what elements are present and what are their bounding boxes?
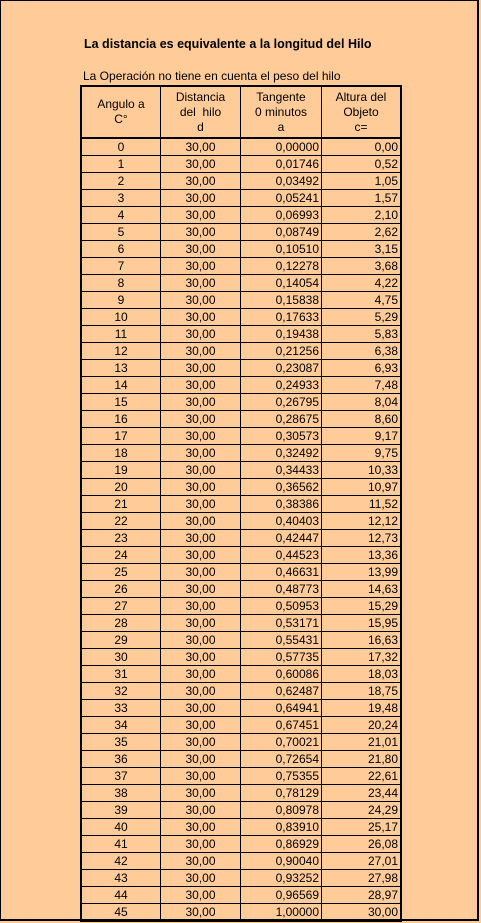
cell-tangente: 0,15838 bbox=[241, 292, 322, 309]
cell-distancia: 30,00 bbox=[161, 615, 241, 632]
table-row bbox=[81, 224, 401, 241]
cell-tangente: 0,72654 bbox=[241, 751, 322, 768]
cell-altura: 1,05 bbox=[322, 173, 402, 190]
cell-altura: 22,61 bbox=[322, 768, 402, 785]
cell-distancia: 30,00 bbox=[161, 751, 241, 768]
cell-distancia: 30,00 bbox=[161, 904, 241, 922]
header-tangente-line2: 0 minutos bbox=[254, 104, 308, 119]
cell-altura: 4,22 bbox=[322, 275, 402, 292]
cell-distancia: 30,00 bbox=[161, 428, 241, 445]
cell-tangente: 0,14054 bbox=[241, 275, 322, 292]
table-row bbox=[81, 394, 401, 411]
cell-distancia: 30,00 bbox=[161, 360, 241, 377]
cell-tangente: 0,75355 bbox=[241, 768, 322, 785]
cell-distancia: 30,00 bbox=[161, 326, 241, 343]
cell-distancia: 30,00 bbox=[161, 292, 241, 309]
cell-distancia: 30,00 bbox=[161, 479, 241, 496]
table-row bbox=[81, 275, 401, 292]
table-body bbox=[81, 138, 401, 921]
cell-altura: 16,63 bbox=[322, 632, 402, 649]
table-row bbox=[81, 615, 401, 632]
cell-distancia: 30,00 bbox=[161, 207, 241, 224]
cell-angulo: 27 bbox=[81, 598, 161, 615]
table-row bbox=[81, 717, 401, 734]
cell-tangente: 0,83910 bbox=[241, 819, 322, 836]
cell-angulo: 13 bbox=[81, 360, 161, 377]
cell-angulo: 0 bbox=[81, 138, 161, 156]
table-row bbox=[81, 734, 401, 751]
cell-angulo: 43 bbox=[81, 870, 161, 887]
header-tangente bbox=[241, 86, 322, 138]
cell-angulo: 12 bbox=[81, 343, 161, 360]
cell-angulo: 10 bbox=[81, 309, 161, 326]
table-row bbox=[81, 156, 401, 173]
table-row bbox=[81, 377, 401, 394]
cell-tangente: 0,60086 bbox=[241, 666, 322, 683]
cell-altura: 24,29 bbox=[322, 802, 402, 819]
cell-altura: 3,15 bbox=[322, 241, 402, 258]
header-tangente-line1: Tangente bbox=[256, 89, 306, 104]
table-row bbox=[81, 683, 401, 700]
cell-altura: 28,97 bbox=[322, 887, 402, 904]
cell-altura: 27,98 bbox=[322, 870, 402, 887]
cell-distancia: 30,00 bbox=[161, 445, 241, 462]
cell-angulo: 44 bbox=[81, 887, 161, 904]
cell-angulo: 42 bbox=[81, 853, 161, 870]
cell-distancia: 30,00 bbox=[161, 785, 241, 802]
table-row bbox=[81, 462, 401, 479]
header-distancia bbox=[161, 86, 241, 138]
cell-distancia: 30,00 bbox=[161, 224, 241, 241]
cell-distancia: 30,00 bbox=[161, 394, 241, 411]
cell-distancia: 30,00 bbox=[161, 802, 241, 819]
cell-distancia: 30,00 bbox=[161, 156, 241, 173]
cell-angulo: 16 bbox=[81, 411, 161, 428]
header-row bbox=[81, 86, 401, 138]
cell-tangente: 0,24933 bbox=[241, 377, 322, 394]
cell-altura: 21,80 bbox=[322, 751, 402, 768]
table-row bbox=[81, 207, 401, 224]
cell-angulo: 24 bbox=[81, 547, 161, 564]
cell-altura: 0,52 bbox=[322, 156, 402, 173]
table-row bbox=[81, 547, 401, 564]
table-row bbox=[81, 292, 401, 309]
cell-tangente: 0,12278 bbox=[241, 258, 322, 275]
cell-tangente: 0,34433 bbox=[241, 462, 322, 479]
header-angulo bbox=[81, 86, 161, 138]
cell-distancia: 30,00 bbox=[161, 309, 241, 326]
cell-angulo: 32 bbox=[81, 683, 161, 700]
cell-altura: 0,00 bbox=[322, 138, 402, 156]
cell-altura: 13,36 bbox=[322, 547, 402, 564]
cell-altura: 18,75 bbox=[322, 683, 402, 700]
cell-altura: 11,52 bbox=[322, 496, 402, 513]
cell-altura: 9,17 bbox=[322, 428, 402, 445]
cell-angulo: 11 bbox=[81, 326, 161, 343]
header-altura-line1: Altura del bbox=[335, 89, 387, 104]
header-altura bbox=[322, 86, 402, 138]
table-row bbox=[81, 173, 401, 190]
cell-tangente: 0,80978 bbox=[241, 802, 322, 819]
cell-angulo: 21 bbox=[81, 496, 161, 513]
cell-distancia: 30,00 bbox=[161, 717, 241, 734]
table-row bbox=[81, 581, 401, 598]
cell-distancia: 30,00 bbox=[161, 241, 241, 258]
table-row bbox=[81, 513, 401, 530]
cell-angulo: 28 bbox=[81, 615, 161, 632]
table-row bbox=[81, 445, 401, 462]
cell-altura: 3,68 bbox=[322, 258, 402, 275]
cell-tangente: 0,19438 bbox=[241, 326, 322, 343]
cell-altura: 21,01 bbox=[322, 734, 402, 751]
header-distancia-line1: Distancia bbox=[175, 89, 226, 104]
cell-distancia: 30,00 bbox=[161, 462, 241, 479]
table-row bbox=[81, 751, 401, 768]
cell-tangente: 0,40403 bbox=[241, 513, 322, 530]
cell-altura: 9,75 bbox=[322, 445, 402, 462]
cell-tangente: 0,38386 bbox=[241, 496, 322, 513]
cell-distancia: 30,00 bbox=[161, 734, 241, 751]
cell-tangente: 0,05241 bbox=[241, 190, 322, 207]
cell-distancia: 30,00 bbox=[161, 683, 241, 700]
table-row bbox=[81, 598, 401, 615]
cell-tangente: 0,44523 bbox=[241, 547, 322, 564]
table-row bbox=[81, 411, 401, 428]
cell-tangente: 0,30573 bbox=[241, 428, 322, 445]
cell-altura: 10,97 bbox=[322, 479, 402, 496]
cell-angulo: 7 bbox=[81, 258, 161, 275]
table-row bbox=[81, 530, 401, 547]
cell-tangente: 0,78129 bbox=[241, 785, 322, 802]
table-row bbox=[81, 768, 401, 785]
cell-tangente: 0,53171 bbox=[241, 615, 322, 632]
cell-altura: 12,12 bbox=[322, 513, 402, 530]
cell-tangente: 0,03492 bbox=[241, 173, 322, 190]
cell-tangente: 0,50953 bbox=[241, 598, 322, 615]
cell-distancia: 30,00 bbox=[161, 513, 241, 530]
cell-distancia: 30,00 bbox=[161, 581, 241, 598]
cell-angulo: 9 bbox=[81, 292, 161, 309]
table-row bbox=[81, 564, 401, 581]
cell-distancia: 30,00 bbox=[161, 530, 241, 547]
cell-tangente: 0,86929 bbox=[241, 836, 322, 853]
cell-altura: 19,48 bbox=[322, 700, 402, 717]
cell-altura: 2,62 bbox=[322, 224, 402, 241]
cell-tangente: 0,90040 bbox=[241, 853, 322, 870]
cell-angulo: 38 bbox=[81, 785, 161, 802]
cell-distancia: 30,00 bbox=[161, 173, 241, 190]
table-row bbox=[81, 785, 401, 802]
cell-altura: 7,48 bbox=[322, 377, 402, 394]
cell-distancia: 30,00 bbox=[161, 649, 241, 666]
table-row bbox=[81, 428, 401, 445]
cell-angulo: 14 bbox=[81, 377, 161, 394]
cell-distancia: 30,00 bbox=[161, 700, 241, 717]
cell-altura: 18,03 bbox=[322, 666, 402, 683]
header-angulo-line1: Angulo a bbox=[97, 97, 145, 111]
cell-tangente: 0,55431 bbox=[241, 632, 322, 649]
cell-tangente: 0,62487 bbox=[241, 683, 322, 700]
cell-angulo: 15 bbox=[81, 394, 161, 411]
cell-angulo: 40 bbox=[81, 819, 161, 836]
cell-angulo: 26 bbox=[81, 581, 161, 598]
cell-altura: 6,38 bbox=[322, 343, 402, 360]
header-distancia-line2: del hilo bbox=[179, 104, 222, 119]
cell-tangente: 0,21256 bbox=[241, 343, 322, 360]
cell-angulo: 39 bbox=[81, 802, 161, 819]
cell-angulo: 45 bbox=[81, 904, 161, 922]
cell-tangente: 0,23087 bbox=[241, 360, 322, 377]
cell-distancia: 30,00 bbox=[161, 836, 241, 853]
cell-distancia: 30,00 bbox=[161, 768, 241, 785]
cell-altura: 1,57 bbox=[322, 190, 402, 207]
cell-distancia: 30,00 bbox=[161, 377, 241, 394]
table-row bbox=[81, 479, 401, 496]
cell-angulo: 18 bbox=[81, 445, 161, 462]
cell-distancia: 30,00 bbox=[161, 547, 241, 564]
table-row bbox=[81, 904, 401, 922]
header-angulo-line2: C° bbox=[114, 112, 128, 126]
cell-distancia: 30,00 bbox=[161, 190, 241, 207]
cell-tangente: 1,00000 bbox=[241, 904, 322, 922]
cell-altura: 13,99 bbox=[322, 564, 402, 581]
cell-angulo: 3 bbox=[81, 190, 161, 207]
table-row bbox=[81, 802, 401, 819]
cell-tangente: 0,28675 bbox=[241, 411, 322, 428]
table-row bbox=[81, 632, 401, 649]
cell-distancia: 30,00 bbox=[161, 343, 241, 360]
page-title: La distancia es equivalente a la longitud del Hilo bbox=[84, 37, 372, 51]
cell-angulo: 36 bbox=[81, 751, 161, 768]
angle-table bbox=[80, 85, 402, 922]
cell-distancia: 30,00 bbox=[161, 258, 241, 275]
cell-altura: 20,24 bbox=[322, 717, 402, 734]
cell-angulo: 29 bbox=[81, 632, 161, 649]
cell-distancia: 30,00 bbox=[161, 275, 241, 292]
cell-tangente: 0,93252 bbox=[241, 870, 322, 887]
cell-angulo: 4 bbox=[81, 207, 161, 224]
cell-angulo: 20 bbox=[81, 479, 161, 496]
cell-distancia: 30,00 bbox=[161, 411, 241, 428]
cell-altura: 23,44 bbox=[322, 785, 402, 802]
cell-distancia: 30,00 bbox=[161, 138, 241, 156]
header-altura-line3: c= bbox=[354, 119, 368, 134]
header-altura-line2: Objeto bbox=[343, 104, 379, 119]
table-row bbox=[81, 138, 401, 156]
table-row bbox=[81, 360, 401, 377]
table-row bbox=[81, 343, 401, 360]
cell-angulo: 6 bbox=[81, 241, 161, 258]
cell-altura: 8,04 bbox=[322, 394, 402, 411]
cell-distancia: 30,00 bbox=[161, 666, 241, 683]
cell-altura: 27,01 bbox=[322, 853, 402, 870]
cell-tangente: 0,10510 bbox=[241, 241, 322, 258]
cell-altura: 4,75 bbox=[322, 292, 402, 309]
cell-angulo: 8 bbox=[81, 275, 161, 292]
cell-distancia: 30,00 bbox=[161, 819, 241, 836]
cell-angulo: 33 bbox=[81, 700, 161, 717]
header-tangente-line3: a bbox=[277, 119, 285, 134]
cell-angulo: 5 bbox=[81, 224, 161, 241]
cell-altura: 5,83 bbox=[322, 326, 402, 343]
cell-angulo: 23 bbox=[81, 530, 161, 547]
table-row bbox=[81, 819, 401, 836]
cell-tangente: 0,36562 bbox=[241, 479, 322, 496]
cell-tangente: 0,26795 bbox=[241, 394, 322, 411]
cell-altura: 6,93 bbox=[322, 360, 402, 377]
cell-tangente: 0,48773 bbox=[241, 581, 322, 598]
table-row bbox=[81, 258, 401, 275]
cell-tangente: 0,46631 bbox=[241, 564, 322, 581]
cell-altura: 26,08 bbox=[322, 836, 402, 853]
header-distancia-line3: d bbox=[197, 119, 204, 134]
table-row bbox=[81, 870, 401, 887]
cell-altura: 15,29 bbox=[322, 598, 402, 615]
table-row bbox=[81, 853, 401, 870]
cell-altura: 8,60 bbox=[322, 411, 402, 428]
cell-angulo: 34 bbox=[81, 717, 161, 734]
cell-angulo: 31 bbox=[81, 666, 161, 683]
cell-tangente: 0,32492 bbox=[241, 445, 322, 462]
cell-tangente: 0,57735 bbox=[241, 649, 322, 666]
cell-tangente: 0,08749 bbox=[241, 224, 322, 241]
cell-altura: 5,29 bbox=[322, 309, 402, 326]
cell-distancia: 30,00 bbox=[161, 496, 241, 513]
table-row bbox=[81, 700, 401, 717]
cell-angulo: 25 bbox=[81, 564, 161, 581]
cell-tangente: 0,70021 bbox=[241, 734, 322, 751]
cell-tangente: 0,96569 bbox=[241, 887, 322, 904]
cell-distancia: 30,00 bbox=[161, 853, 241, 870]
cell-altura: 30,00 bbox=[322, 904, 402, 922]
cell-distancia: 30,00 bbox=[161, 887, 241, 904]
cell-angulo: 1 bbox=[81, 156, 161, 173]
table-row bbox=[81, 496, 401, 513]
cell-angulo: 17 bbox=[81, 428, 161, 445]
cell-angulo: 2 bbox=[81, 173, 161, 190]
cell-altura: 10,33 bbox=[322, 462, 402, 479]
table-row bbox=[81, 887, 401, 904]
cell-altura: 12,73 bbox=[322, 530, 402, 547]
cell-tangente: 0,42447 bbox=[241, 530, 322, 547]
cell-altura: 15,95 bbox=[322, 615, 402, 632]
cell-tangente: 0,67451 bbox=[241, 717, 322, 734]
cell-tangente: 0,64941 bbox=[241, 700, 322, 717]
cell-altura: 14,63 bbox=[322, 581, 402, 598]
cell-altura: 25,17 bbox=[322, 819, 402, 836]
note-text: La Operación no tiene en cuenta el peso del hilo bbox=[83, 69, 341, 83]
cell-altura: 17,32 bbox=[322, 649, 402, 666]
cell-angulo: 41 bbox=[81, 836, 161, 853]
cell-tangente: 0,17633 bbox=[241, 309, 322, 326]
cell-angulo: 37 bbox=[81, 768, 161, 785]
cell-distancia: 30,00 bbox=[161, 870, 241, 887]
cell-tangente: 0,01746 bbox=[241, 156, 322, 173]
cell-angulo: 35 bbox=[81, 734, 161, 751]
cell-tangente: 0,00000 bbox=[241, 138, 322, 156]
table-row bbox=[81, 649, 401, 666]
cell-altura: 2,10 bbox=[322, 207, 402, 224]
cell-angulo: 30 bbox=[81, 649, 161, 666]
table-row bbox=[81, 836, 401, 853]
cell-distancia: 30,00 bbox=[161, 564, 241, 581]
cell-angulo: 19 bbox=[81, 462, 161, 479]
cell-tangente: 0,06993 bbox=[241, 207, 322, 224]
table-row bbox=[81, 309, 401, 326]
cell-distancia: 30,00 bbox=[161, 632, 241, 649]
table-row bbox=[81, 326, 401, 343]
cell-distancia: 30,00 bbox=[161, 598, 241, 615]
cell-angulo: 22 bbox=[81, 513, 161, 530]
table-row bbox=[81, 241, 401, 258]
table-row bbox=[81, 190, 401, 207]
table-row bbox=[81, 666, 401, 683]
